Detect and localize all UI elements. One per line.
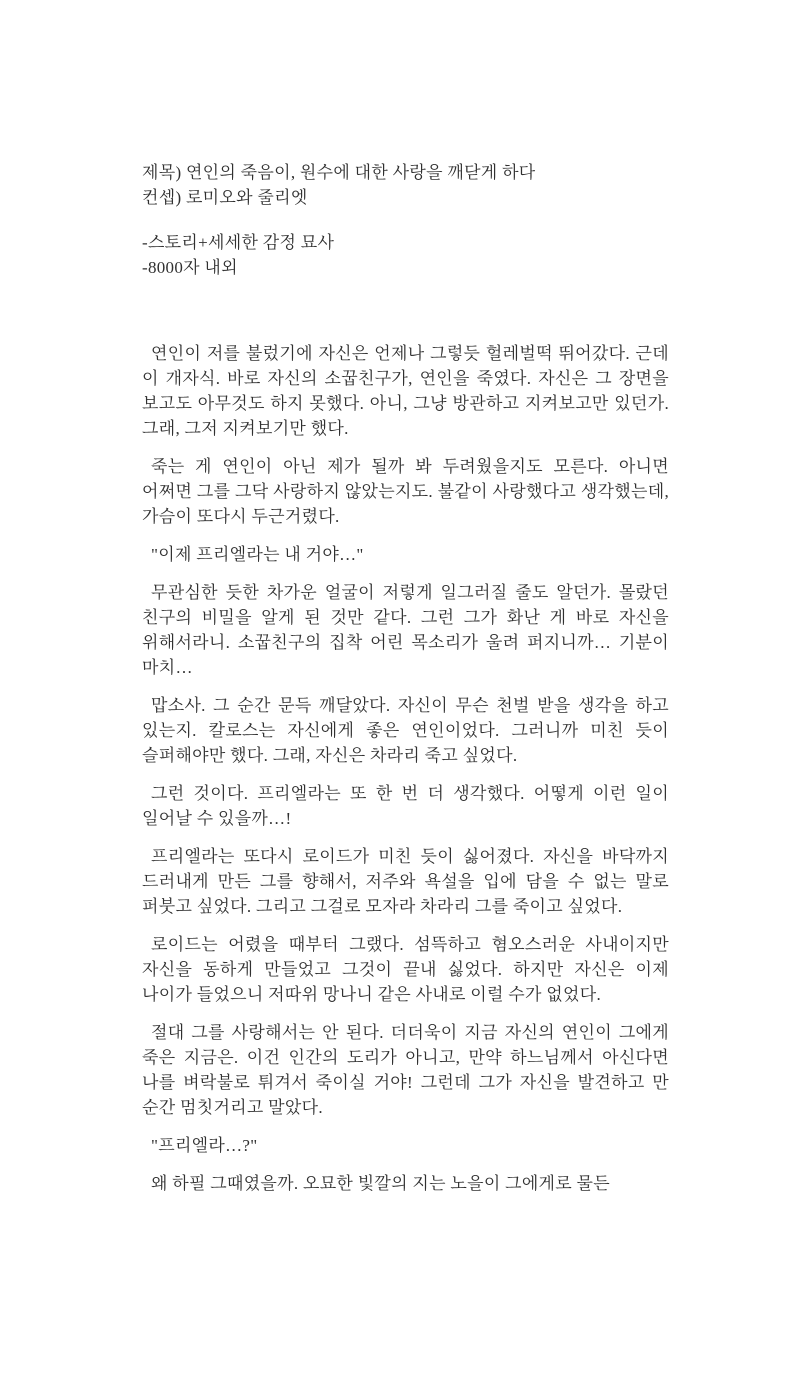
document-header (142, 160, 669, 210)
story-dialogue-1: "이제 프리엘라는 내 거야…" (151, 545, 364, 564)
spec-line-length: -8000자 내외 (142, 258, 238, 277)
story-paragraph-2: 죽는 게 연인이 아닌 제가 될까 봐 두려웠을지도 모른다. 아니면 어쩌면 그를 그닥 사랑하지 않았는지도. 불같이 사랑했다고 생각했는데, 가슴이 또다시 두근거렸다. (142, 457, 669, 526)
spec-line-story: -스토리+세세한 감정 묘사 (142, 233, 335, 252)
story-paragraph-5: 그런 것이다. 프리엘라는 또 한 번 더 생각했다. 어떻게 이런 일이 일어날 수 있을까…! (142, 784, 669, 828)
story-paragraph-7: 로이드는 어렸을 때부터 그랬다. 섬뜩하고 혐오스러운 사내이지만 자신을 동하게 만들었고 그것이 끝내 싫었다. 하지만 자신은 이제 나이가 들었으니 저따위 망나니 같은 사내로 이럴 수가 없었다. (142, 935, 669, 1004)
story-paragraph-4: 맙소사. 그 순간 문득 깨달았다. 자신이 무슨 천벌 받을 생각을 하고 있는지. 칼로스는 자신에게 좋은 연인이었다. 그러니까 미친 듯이 슬퍼해야만 했다. 그래, 자신은 차라리 죽고 싶었다. (142, 696, 669, 765)
spec-block (142, 230, 669, 280)
story-paragraph-3: 무관심한 듯한 차가운 얼굴이 저렇게 일그러질 줄도 알던가. 몰랐던 친구의 비밀을 알게 된 것만 같다. 그런 그가 화난 게 바로 자신을 위해서라니. 소꿉친구의 집착 어린 목소리가 울려 퍼지니까… 기분이 마치… (142, 583, 669, 677)
story-dialogue-2: "프리엘라…?" (151, 1136, 258, 1155)
concept-line: 컨셉) 로미오와 줄리엣 (142, 188, 308, 207)
story-paragraph-1: 연인이 저를 불렀기에 자신은 언제나 그렇듯 헐레벌떡 뛰어갔다. 근데 이 개자식. 바로 자신의 소꿉친구가, 연인을 죽였다. 자신은 그 장면을 보고도 아무것도 하지 못했다. 아니, 그냥 방관하고 지켜보고만 있던가. 그래, 그저 지켜보기만 했다. (142, 344, 669, 438)
story-paragraph-8: 절대 그를 사랑해서는 안 된다. 더더욱이 지금 자신의 연인이 그에게 죽은 지금은. 이건 인간의 도리가 아니고, 만약 하느님께서 아신다면 나를 벼락불로 튀겨서 죽이실 거야! 그런데 그가 자신을 발견하고 만 순간 멈칫거리고 말았다. (142, 1023, 669, 1117)
story-paragraph-9: 왜 하필 그때였을까. 오묘한 빛깔의 지는 노을이 그에게로 물든 (151, 1174, 610, 1193)
title-line: 제목) 연인의 죽음이, 원수에 대한 사랑을 깨닫게 하다 (142, 163, 536, 182)
story-body (142, 341, 669, 1196)
story-paragraph-6: 프리엘라는 또다시 로이드가 미친 듯이 싫어졌다. 자신을 바닥까지 드러내게 만든 그를 향해서, 저주와 욕설을 입에 담을 수 없는 말로 퍼붓고 싶었다. 그리고 그걸로 모자라 차라리 그를 죽이고 싶었다. (142, 847, 669, 916)
